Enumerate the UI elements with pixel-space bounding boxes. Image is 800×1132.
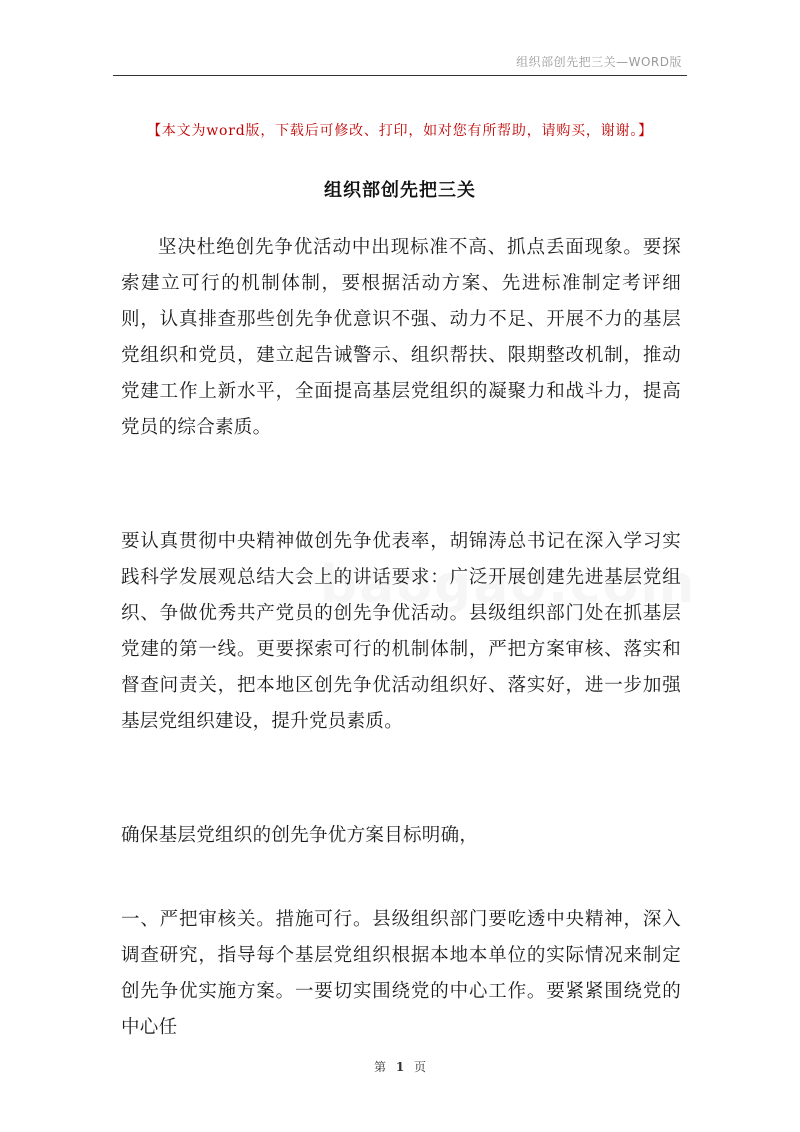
running-header: 组织部创先把三关—WORD版: [516, 55, 682, 69]
paragraph: 要认真贯彻中央精神做创先争优表率，胡锦涛总书记在深入学习实践科学发展观总结大会上的讲话要求：广泛开展创建先进基层党组织、争做优秀共产党员的创先争优活动。县级组织部门处在抓基层党建的第一线。更要探索可行的机制体制，严把方案审核、落实和督查问责关，把本地区创先争优活动组织好、落实好，进一步加强基层党组织建设，提升党员素质。: [121, 531, 681, 732]
page-label-prefix: 第: [373, 1060, 386, 1074]
paragraph: 一、严把审核关。措施可行。县级组织部门要吃透中央精神，深入调查研究，指导每个基层党组织根据本地本单位的实际情况来制定创先争优实施方案。一要切实围绕党的中心工作。要紧紧围绕党的中心任: [121, 909, 681, 1038]
document-title: 组织部创先把三关: [324, 180, 476, 201]
paragraph: 坚决杜绝创先争优活动中出现标准不高、抓点丢面现象。要探索建立可行的机制体制，要根据活动方案、先进标准制定考评细则，认真排查那些创先争优意识不强、动力不足、开展不力的基层党组织和党员，建立起告诫警示、组织帮扶、限期整改机制，推动党建工作上新水平，全面提高基层党组织的凝聚力和战斗力，提高党员的综合素质。: [121, 237, 681, 438]
purchase-notice: 【本文为word版，下载后可修改、打印，如对您有所帮助，请购买，谢谢。】: [147, 123, 653, 139]
header-divider: [113, 75, 687, 76]
page-number: 1: [395, 1060, 405, 1074]
paragraph: 确保基层党组织的创先争优方案目标明确，: [121, 825, 479, 846]
page-footer: [0, 1058, 800, 1075]
page-label-suffix: 页: [414, 1060, 427, 1074]
